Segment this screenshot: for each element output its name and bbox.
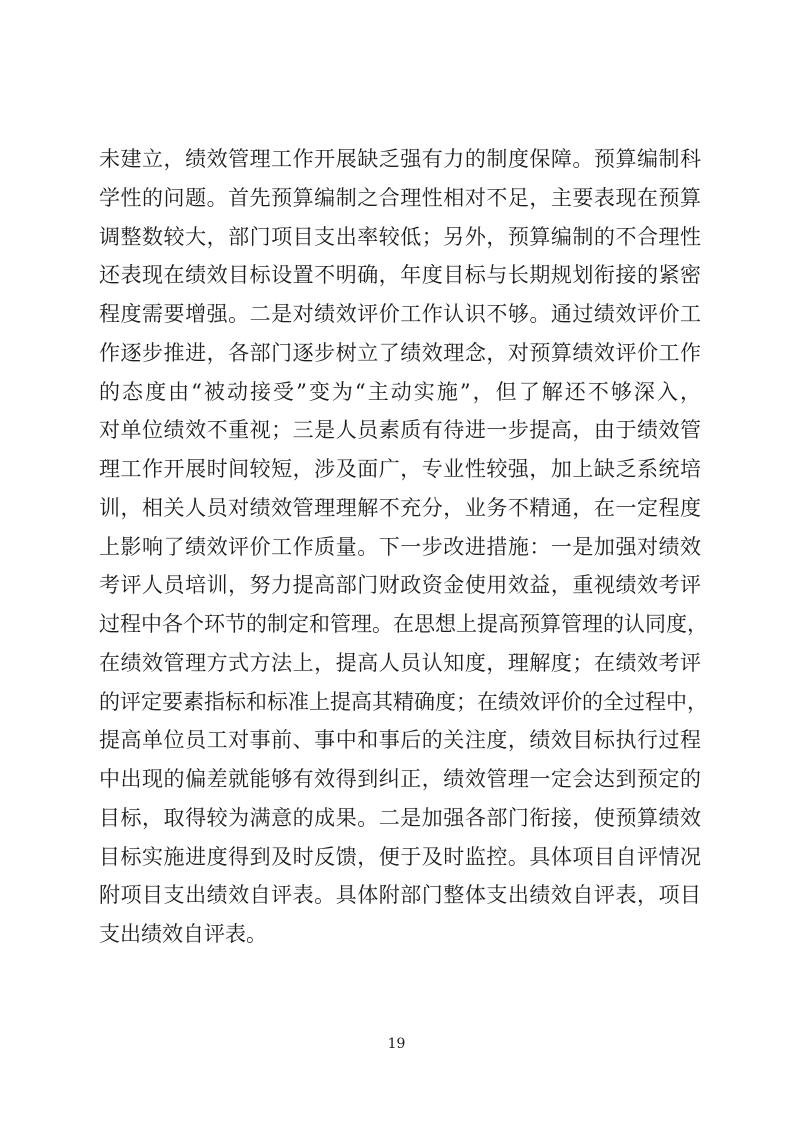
text-line: 学性的问题。首先预算编制之合理性相对不足，主要表现在预算: [99, 185, 701, 210]
text-line: 程度需要增强。二是对绩效评价工作认识不够。通过绩效评价工: [99, 302, 701, 326]
text-line: 调整数较大，部门项目支出率较低；另外，预算编制的不合理性: [99, 224, 701, 249]
text-line: 目标实施进度得到及时反馈，便于及时监控。具体项目自评情况: [99, 844, 701, 869]
text-line: 过程中各个环节的制定和管理。在思想上提高预算管理的认同度，: [99, 612, 708, 636]
text-line: 上影响了绩效评价工作质量。下一步改进措施：一是加强对绩效: [99, 534, 701, 559]
text-line: 作逐步推进，各部门逐步树立了绩效理念，对预算绩效评价工作: [99, 340, 701, 365]
text-line: 未建立，绩效管理工作开展缺乏强有力的制度保障。预算编制科: [99, 147, 701, 171]
text-line: 考评人员培训，努力提高部门财政资金使用效益，重视绩效考评: [99, 573, 701, 598]
text-line: 的评定要素指标和标准上提高其精确度；在绩效评价的全过程中，: [99, 689, 708, 714]
text-line: 附项目支出绩效自评表。具体附部门整体支出绩效自评表，项目: [99, 883, 701, 908]
text-line: 理工作开展时间较短，涉及面广，专业性较强，加上缺乏系统培: [99, 457, 701, 481]
text-line: 中出现的偏差就能够有效得到纠正，绩效管理一定会达到预定的: [99, 767, 701, 791]
text-line: 目标，取得较为满意的成果。二是加强各部门衔接，使预算绩效: [99, 805, 701, 830]
text-line: 在绩效管理方式方法上，提高人员认知度，理解度；在绩效考评: [99, 650, 701, 675]
text-line: 对单位绩效不重视；三是人员素质有待进一步提高，由于绩效管: [99, 418, 701, 443]
text-line: 提高单位员工对事前、事中和事后的关注度，绩效目标执行过程: [99, 728, 701, 753]
text-line: 支出绩效自评表。: [99, 922, 267, 946]
text-line: 还表现在绩效目标设置不明确，年度目标与长期规划衔接的紧密: [99, 263, 701, 288]
text-line: 训，相关人员对绩效管理理解不充分，业务不精通，在一定程度: [99, 495, 701, 520]
text-line: 的态度由“被动接受”变为“主动实施”，但了解还不够深入，: [99, 379, 701, 404]
page-number: 19: [387, 1036, 406, 1052]
body-text-paragraph: [99, 140, 708, 954]
